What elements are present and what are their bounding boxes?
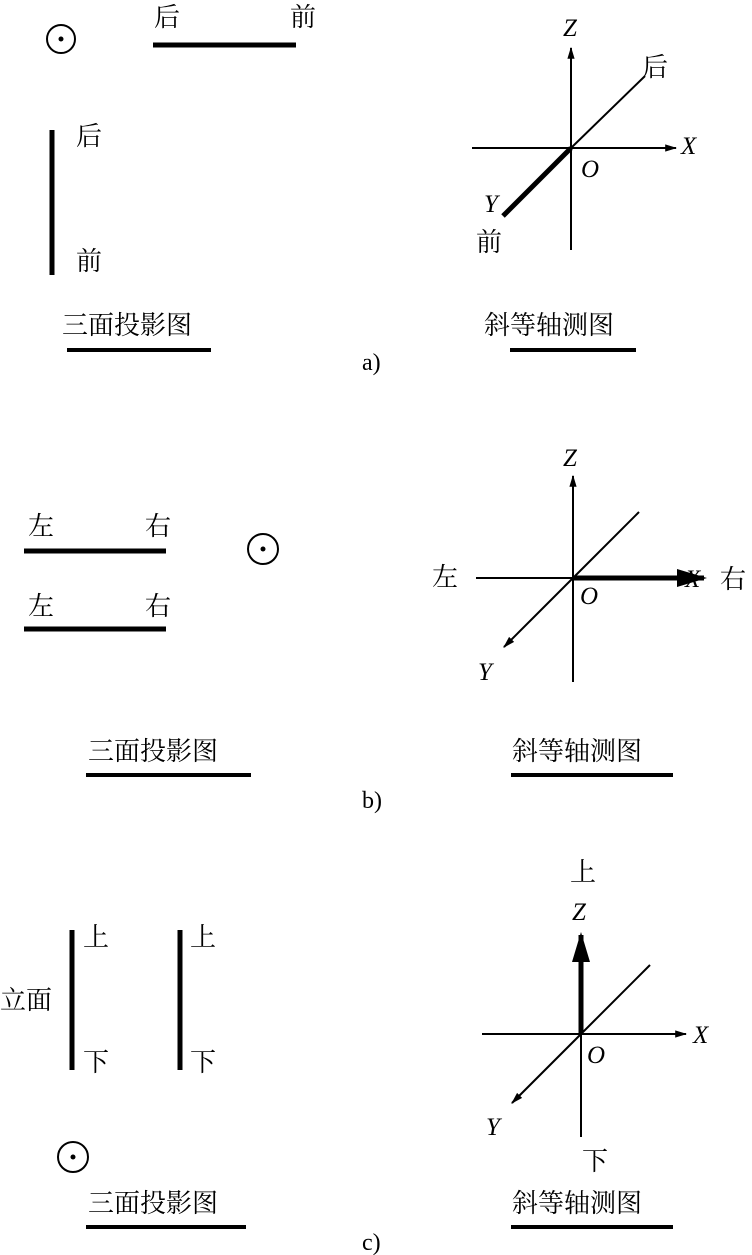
axis-y-label: Y <box>484 191 498 218</box>
axis-z-label: Z <box>572 899 586 926</box>
axis-z-label: Z <box>563 445 577 472</box>
y-axis-back <box>573 512 639 578</box>
label-down: 下 <box>582 1147 609 1177</box>
view-direction-dot <box>261 547 266 552</box>
caption-projection: 三面投影图 <box>88 737 219 767</box>
label-front-side: 前 <box>76 247 103 277</box>
label-front: 前 <box>476 228 503 258</box>
label-up: 上 <box>570 858 597 888</box>
label-back-top: 后 <box>154 3 181 33</box>
label-up-1: 上 <box>83 923 110 953</box>
label-right-lower: 右 <box>145 592 172 622</box>
panel-b <box>24 445 746 814</box>
label-down-2: 下 <box>190 1048 217 1078</box>
axis-y-label: Y <box>478 659 492 686</box>
caption-projection: 三面投影图 <box>88 1189 219 1219</box>
caption-oblique: 斜等轴测图 <box>484 311 615 341</box>
axis-o-label: O <box>581 156 600 183</box>
panel-b-oblique <box>432 445 746 775</box>
panel-label-a: a) <box>362 350 381 376</box>
panel-label-c: c) <box>362 1230 381 1255</box>
caption-oblique: 斜等轴测图 <box>512 1189 643 1219</box>
axis-z-label: Z <box>563 15 577 42</box>
y-axis-front-thick <box>503 148 571 216</box>
label-down-1: 下 <box>83 1048 110 1078</box>
label-left-upper: 左 <box>28 512 55 542</box>
y-axis-back <box>581 965 650 1034</box>
axis-o-label: O <box>587 1042 606 1069</box>
label-elevation: 立面 <box>0 986 53 1016</box>
label-right: 右 <box>720 565 747 595</box>
panel-label-b: b) <box>362 788 382 814</box>
axis-x-label: X <box>681 133 697 160</box>
label-left: 左 <box>432 563 459 593</box>
label-right-upper: 右 <box>145 512 172 542</box>
y-axis-back <box>571 76 645 148</box>
y-axis-front <box>512 1034 581 1103</box>
panel-c <box>0 858 710 1255</box>
axis-o-label: O <box>580 583 599 610</box>
panel-a <box>47 3 698 376</box>
label-back: 后 <box>642 53 669 83</box>
panel-b-projection <box>24 512 278 775</box>
view-direction-dot <box>71 1155 76 1160</box>
panel-c-projection <box>0 923 246 1227</box>
axis-x-label: X <box>693 1022 709 1049</box>
label-back-side: 后 <box>76 122 103 152</box>
panel-a-oblique <box>472 15 698 350</box>
panel-a-projection <box>47 3 316 350</box>
axis-x-label: X <box>685 566 701 593</box>
y-axis-front <box>504 578 573 647</box>
label-up-2: 上 <box>190 923 217 953</box>
view-direction-dot <box>59 37 64 42</box>
axis-y-label: Y <box>486 1114 500 1141</box>
label-left-lower: 左 <box>28 592 55 622</box>
panel-c-oblique <box>482 858 710 1227</box>
label-front-top: 前 <box>290 3 317 33</box>
caption-projection: 三面投影图 <box>62 311 193 341</box>
caption-oblique: 斜等轴测图 <box>512 737 643 767</box>
